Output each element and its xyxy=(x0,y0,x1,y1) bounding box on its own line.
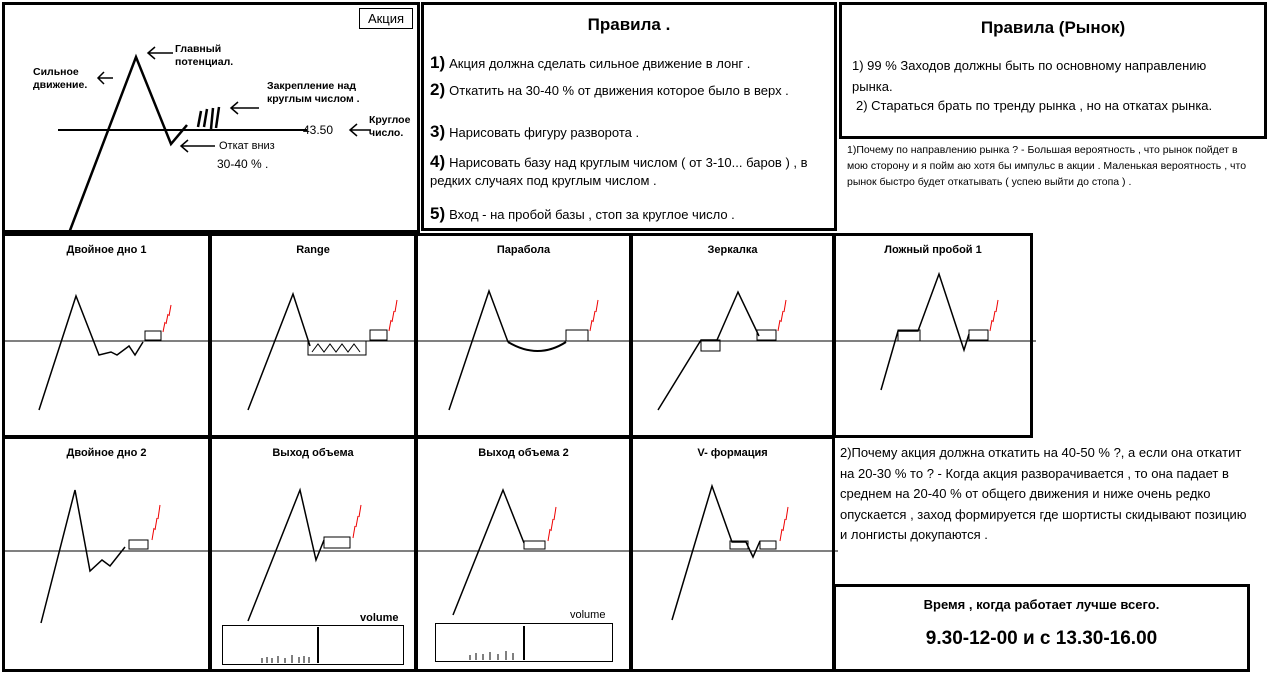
pattern-chart xyxy=(5,236,214,441)
pattern-title: Выход объема 2 xyxy=(478,447,569,459)
pattern-chart xyxy=(418,236,635,441)
arrow-main-potential xyxy=(148,47,173,59)
pattern-title: Двойное дно 2 xyxy=(66,447,147,459)
time-value: 9.30-12-00 и с 13.30-16.00 xyxy=(925,628,1158,649)
rule-4: 4) Нарисовать базу над круглым числом ( от 3-10... баров ) , в редких случаях под круглым числом . xyxy=(430,152,808,188)
market-title: Правила (Рынок) xyxy=(980,18,1126,37)
pattern-chart xyxy=(633,236,838,441)
market-question-1: 1)Почему по направлению рынка ? - Большая вероятность , что рынок пойдет в мою сторону и я пойм аю хотя бы импульс в акции . Маленькая вероятность , что рынок быстро будет откатывать ( успею выйти до стопа ) . xyxy=(847,144,1247,188)
volume-label: volume xyxy=(570,609,606,621)
pattern-cell-mirror xyxy=(630,233,835,438)
main-diagram-chart xyxy=(5,5,423,236)
pattern-title: Зеркалка xyxy=(707,244,758,256)
pattern-cell-volume-exit-2 xyxy=(415,436,632,672)
label-pullback: Откат вниз xyxy=(219,140,275,152)
pattern-cell-false-breakout-1 xyxy=(833,233,1033,438)
pattern-title: Парабола xyxy=(496,244,551,256)
volume-box xyxy=(435,623,613,662)
rules-panel xyxy=(421,2,837,231)
main-diagram-panel xyxy=(2,2,420,233)
pattern-chart xyxy=(212,236,420,441)
pattern-title: Range xyxy=(296,244,330,256)
rule-5: 5) Вход - на пробой базы , стоп за круглое число . xyxy=(430,204,735,223)
arrow-round-number xyxy=(350,124,371,136)
pattern-chart xyxy=(633,439,838,675)
pattern-cell-volume-exit xyxy=(209,436,417,672)
pattern-chart xyxy=(5,439,214,675)
rules-title: Правила . xyxy=(587,15,671,34)
market-question-2: 2)Почему акция должна откатить на 40-50 % ?, а если она откатит на 20-30 % то ? - Когда акция разворачивается , то она падает в среднем на 20-40 % от общего движения и ниже очень редко опускается , заход формируется где шортисты скидывают позицию и лонгисты докупаются . xyxy=(840,445,1247,542)
arrow-hold-above xyxy=(231,102,259,114)
volume-label: volume xyxy=(360,612,399,624)
arrow-pullback xyxy=(181,140,215,152)
pattern-cell-double-bottom-2 xyxy=(2,436,211,672)
pattern-title: Выход объема xyxy=(272,447,354,459)
market-rules-panel xyxy=(839,2,1267,139)
market-rule-2: 2) Стараться брать по тренду рынка , но на откатах рынка. xyxy=(856,98,1213,113)
pattern-chart xyxy=(836,236,1036,441)
rule-2: 2) Откатить на 30-40 % от движения которое было в верх . xyxy=(430,80,789,99)
stock-tag: Акция xyxy=(359,8,413,29)
pattern-title: Ложный пробой 1 xyxy=(884,244,982,256)
label-pullback-pct: 30-40 % . xyxy=(217,157,269,171)
rule-1: 1) Акция должна сделать сильное движение в лонг . xyxy=(430,53,751,72)
pattern-cell-v-formation xyxy=(630,436,835,672)
pattern-title: V- формация xyxy=(697,447,768,459)
time-title: Время , когда работает лучше всего. xyxy=(923,597,1160,612)
time-panel xyxy=(833,584,1250,672)
market-rule-1: 1) 99 % Заходов должны быть по основному направлению рынка. xyxy=(852,58,1207,94)
pattern-cell-parabola xyxy=(415,233,632,438)
rule-3: 3) Нарисовать фигуру разворота . xyxy=(430,122,640,141)
label-round-number: Круглое число. xyxy=(369,114,411,139)
arrow-strong-move xyxy=(98,72,113,84)
label-strong-move: Сильное движение. xyxy=(33,66,88,91)
label-hold-above: Закрепление над круглым числом . xyxy=(267,80,360,105)
volume-box xyxy=(222,625,404,665)
label-main-potential: Главный потенциал. xyxy=(175,43,234,68)
label-price-level: 43.50 xyxy=(303,123,334,137)
pattern-title: Двойное дно 1 xyxy=(66,244,147,256)
consolidation-bars xyxy=(198,107,219,129)
pattern-cell-double-bottom-1 xyxy=(2,233,211,438)
pattern-cell-range xyxy=(209,233,417,438)
